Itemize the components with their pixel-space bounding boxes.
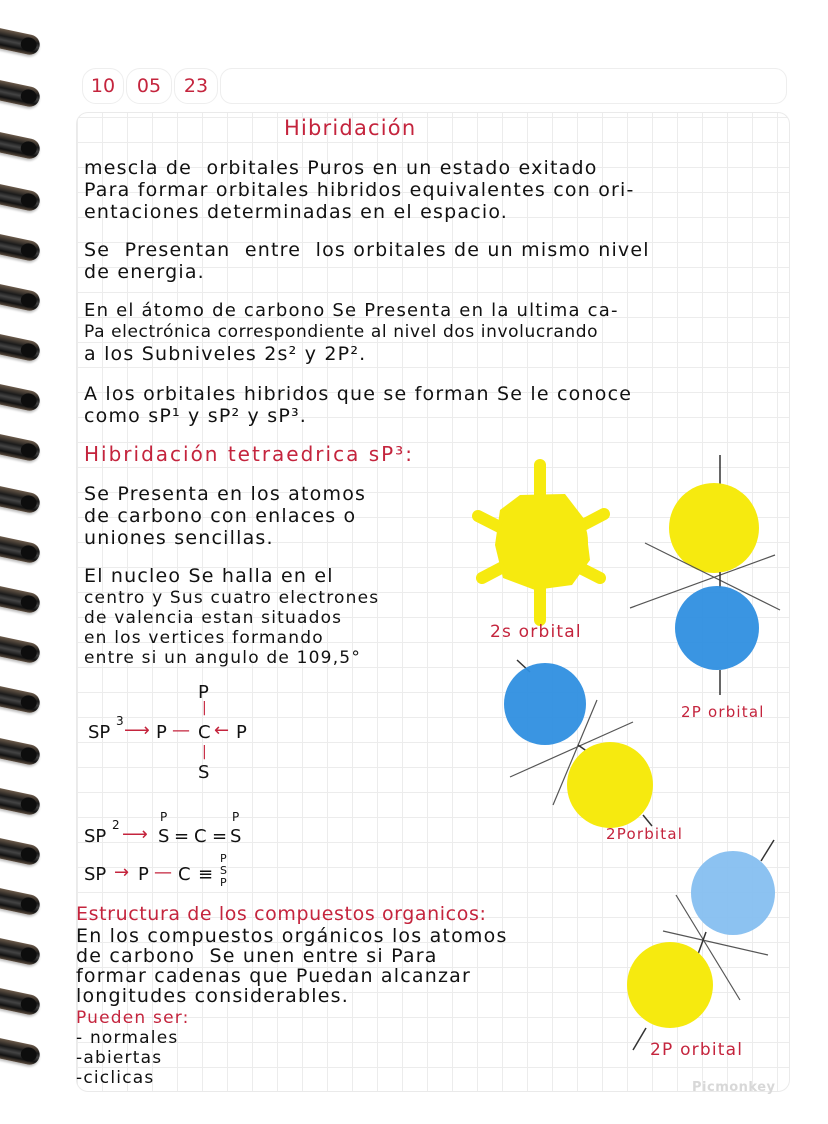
- organic-line-1: En los compuestos orgánicos los atomos: [76, 925, 508, 947]
- sp-right-bottom: P: [220, 876, 227, 889]
- sp2-sup: 2: [112, 818, 120, 832]
- sp2-left-bottom: S: [158, 826, 170, 847]
- definition-line-3: entaciones determinadas en el espacio.: [84, 201, 509, 223]
- s-orbital-drawing: [478, 465, 604, 620]
- sp-right-top: P: [220, 852, 227, 865]
- arrow-icon: →: [114, 862, 130, 883]
- sp3-top: P: [198, 682, 209, 703]
- organic-list-item: -abiertas: [76, 1048, 163, 1068]
- carbon-line-2: Pa electrónica correspondiente al nivel dos involucrando: [84, 322, 599, 342]
- date-day: 10: [82, 68, 124, 104]
- label-2p-orbital-3: 2P orbital: [650, 1040, 744, 1060]
- page-title: Hibridación: [284, 116, 417, 140]
- bond-icon: |: [202, 744, 207, 760]
- sp-label: SP: [84, 864, 107, 885]
- sp3-text2-line-5: entre si un angulo de 109,5°: [84, 648, 362, 668]
- bond-icon: |: [202, 700, 207, 716]
- levels-line-2: de energia.: [84, 261, 205, 283]
- hybrids-line-1: A los orbitales hibridos que se forman Se le conoce: [84, 383, 633, 405]
- bond-icon: —: [172, 720, 190, 741]
- levels-line-1: Se Presentan entre los orbitales de un mismo nivel: [84, 239, 650, 261]
- sp-bond: ≡: [198, 864, 214, 885]
- sp-left: P: [138, 864, 149, 885]
- definition-line-1: mescla de orbitales Puros en un estado exitado: [84, 157, 598, 179]
- bond-icon: —: [154, 862, 172, 883]
- p-orbital-drawing-3: [627, 840, 775, 1050]
- sp3-center: C: [198, 722, 211, 743]
- section-heading-sp3: Hibridación tetraedrica sP³:: [84, 442, 414, 466]
- sp3-right: P: [236, 722, 247, 743]
- label-2p-orbital-1: 2P orbital: [681, 703, 765, 721]
- sp2-right-top: P: [232, 810, 240, 824]
- sp3-sup: 3: [116, 714, 124, 728]
- sp3-text1-line-1: Se Presenta en los atomos: [84, 483, 367, 505]
- carbon-line-3: a los Subniveles 2s² y 2P².: [84, 343, 367, 365]
- sp2-bond-left: =: [174, 826, 190, 847]
- organic-line-3: formar cadenas que Puedan alcanzar: [76, 965, 472, 987]
- sp2-right-bottom: S: [230, 826, 242, 847]
- arrow-icon: ⟶: [124, 720, 150, 741]
- sp-right-mid: S: [220, 864, 227, 877]
- organic-list-item: -ciclicas: [76, 1068, 155, 1088]
- sp2-label: SP: [84, 826, 107, 847]
- sp3-left: P: [156, 722, 167, 743]
- sp3-text2-line-3: de valencia estan situados: [84, 608, 343, 628]
- p-orbital-drawing-2: [504, 660, 653, 828]
- organic-list-heading: Pueden ser:: [76, 1008, 190, 1028]
- watermark: Picmonkey: [692, 1080, 776, 1095]
- organic-list-item: - normales: [76, 1028, 179, 1048]
- p-orbital-drawing-1: [630, 455, 780, 695]
- label-2s-orbital: 2s orbital: [490, 622, 582, 642]
- sp3-text1-line-3: uniones sencillas.: [84, 527, 274, 549]
- sp2-center: C: [194, 826, 207, 847]
- date-month: 05: [126, 68, 172, 104]
- sp3-bottom: S: [198, 762, 210, 783]
- sp3-text1-line-2: de carbono con enlaces o: [84, 505, 357, 527]
- label-2p-orbital-2: 2Porbital: [606, 825, 684, 843]
- date-year: 23: [174, 68, 218, 104]
- section-heading-organic: Estructura de los compuestos organicos:: [76, 903, 487, 925]
- organic-line-4: longitudes considerables.: [76, 985, 349, 1007]
- sp3-text2-line-4: en los vertices formando: [84, 628, 324, 648]
- sp2-bond-right: =: [212, 826, 228, 847]
- sp3-label: SP: [88, 722, 111, 743]
- sp3-text2-line-2: centro y Sus cuatro electrones: [84, 588, 380, 608]
- sp-center: C: [178, 864, 191, 885]
- bond-icon: ←: [214, 720, 230, 741]
- sp2-left-top: P: [160, 810, 168, 824]
- arrow-icon: ⟶: [122, 824, 148, 845]
- definition-line-2: Para formar orbitales hibridos equivalentes con ori-: [84, 179, 635, 201]
- carbon-line-1: En el átomo de carbono Se Presenta en la ultima ca-: [84, 300, 619, 321]
- sp3-text2-line-1: El nucleo Se halla en el: [84, 565, 334, 587]
- hybrids-line-2: como sP¹ y sP² y sP³.: [84, 405, 308, 427]
- organic-line-2: de carbono Se unen entre si Para: [76, 945, 438, 967]
